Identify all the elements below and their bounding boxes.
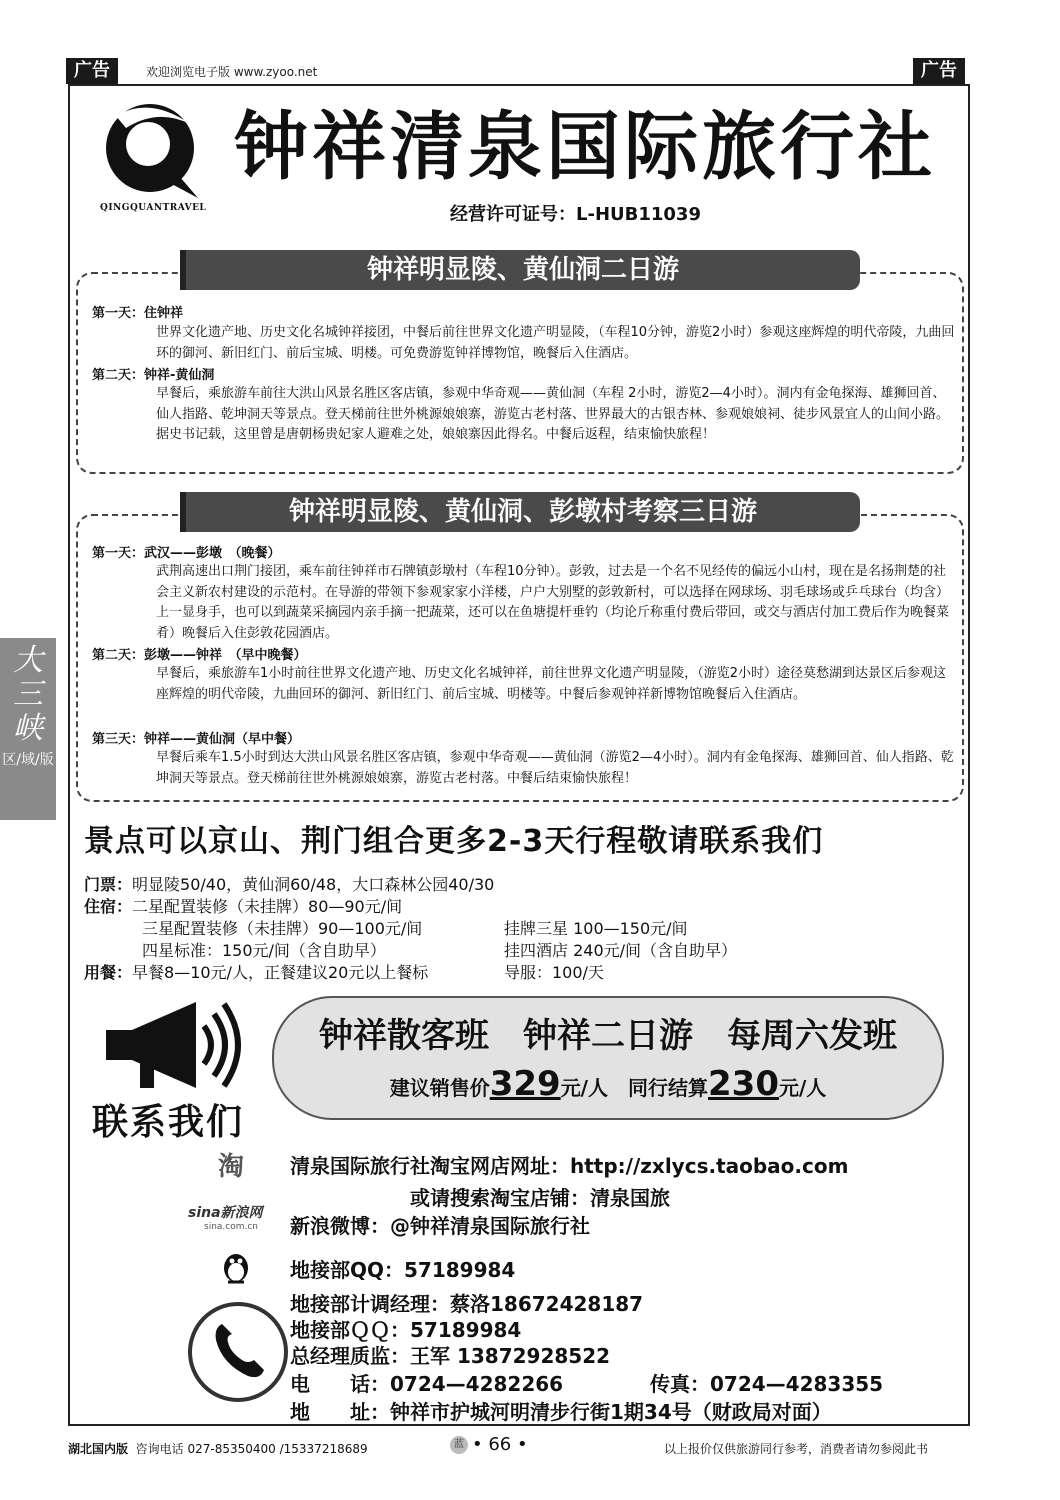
footer-left bbox=[68, 1440, 368, 1457]
meals-label: 用餐： bbox=[84, 963, 133, 982]
tour2-section bbox=[76, 514, 964, 802]
contact-tel: 电 话：0724—4282266 bbox=[290, 1372, 564, 1396]
tour1-day2-text: 早餐后，乘旅游车前往大洪山风景名胜区客店镇，参观中华奇观——黄仙洞（车程 2小时，游览2—4小时）。洞内有金龟探海、雄狮回首、仙人指路、乾坤洞天等景点。登天梯前往世外桃源娘娘寨，游览古老村落、世界最大的古银杏林、参观娘娘祠、徒步风景宜人的山间小路。据史书记载，这里曾是唐朝杨贵妃家人避难之处，娘娘寨因此得名。中餐后返程，结束愉快旅程！ bbox=[156, 386, 950, 442]
price-mid: 元/人 同行结算 bbox=[560, 1076, 708, 1100]
logo-caption: QINGQUANTRAVEL bbox=[100, 203, 207, 213]
contact-address: 地 址：钟祥市护城河明清步行街1期34号（财政局对面） bbox=[290, 1400, 832, 1424]
tour2-title: 钟祥明显陵、黄仙洞、彭墩村考察三日游 bbox=[180, 492, 860, 532]
company-logo-icon bbox=[98, 96, 210, 214]
company-name: 钟祥清泉国际旅行社 bbox=[234, 104, 936, 190]
ad-frame bbox=[68, 84, 970, 1426]
lodging-four-star: 四星标准：150元/间（含自助早） bbox=[142, 941, 386, 960]
side-tab-title: 大三峡 bbox=[13, 643, 43, 746]
promo-title: 钟祥散客班 钟祥二日游 每周六发班 bbox=[319, 1016, 897, 1056]
side-edition-tab bbox=[0, 638, 56, 820]
footer-note: 以上报价仅供旅游同行参考，消费者请勿参阅此书 bbox=[664, 1442, 929, 1456]
price-prefix: 建议销售价 bbox=[389, 1076, 490, 1100]
contact-qq-1: 地接部QQ：57189984 bbox=[290, 1258, 516, 1282]
phone-icon bbox=[188, 1302, 288, 1402]
contact-fax: 传真：0724—4283355 bbox=[650, 1372, 884, 1396]
lodging-info bbox=[84, 894, 402, 917]
tickets-info bbox=[84, 872, 494, 895]
tour1-day1-label: 第一天：住钟祥 bbox=[92, 306, 184, 321]
footer-page bbox=[450, 1434, 528, 1455]
side-tab-sub: 区/域/版 bbox=[2, 752, 54, 768]
footer-hotline: 咨询电话 027-85350400 /15337218689 bbox=[135, 1442, 368, 1456]
promo-box bbox=[272, 996, 944, 1120]
footer-edition: 湖北国内版 bbox=[68, 1442, 129, 1456]
lodging-four-star-hotel: 挂四酒店 240元/间（含自助早） bbox=[504, 941, 738, 960]
meals-value: 早餐8—10元/人，正餐建议20元以上餐标 bbox=[132, 963, 429, 982]
lodging-two-star: 二星配置装修（未挂牌）80—90元/间 bbox=[132, 897, 403, 916]
tour1-day2-label: 第二天：钟祥-黄仙洞 bbox=[92, 368, 215, 383]
guide-fee: 导服：100/天 bbox=[504, 963, 604, 982]
tour2-day2-label: 第二天：彭墩——钟祥 （早中晚餐） bbox=[92, 648, 307, 663]
taobao-url[interactable]: 清泉国际旅行社淘宝网店网址：http://zxlycs.taobao.com bbox=[290, 1154, 849, 1178]
tickets-label: 门票： bbox=[84, 875, 133, 894]
edition-badge-icon: 蓝 bbox=[450, 1436, 468, 1454]
license-number: 经营许可证号：L-HUB11039 bbox=[450, 204, 701, 225]
lodging-three-star: 三星配置装修（未挂牌）90—100元/间 bbox=[142, 919, 423, 938]
qq-penguin-icon bbox=[218, 1248, 254, 1284]
tour1-day1-text: 世界文化遗产地、历史文化名城钟祥接团，中餐后前往世界文化遗产明显陵，（车程10分钟，游览2小时）参观这座辉煌的明代帝陵，九曲回环的御河、新旧红门、前后宝城、明楼。可免费游览钟祥博物馆，晚餐后入住酒店。 bbox=[156, 325, 955, 361]
header-url-text: 欢迎浏览电子版 www.zyoo.net bbox=[146, 65, 318, 79]
lodging-three-star-licensed: 挂牌三星 100—150元/间 bbox=[504, 919, 688, 938]
retail-price: 329 bbox=[489, 1064, 561, 1104]
lodging-label: 住宿： bbox=[84, 897, 133, 916]
tour2-day3-label: 第三天：钟祥——黄仙洞（早中餐） bbox=[92, 732, 301, 747]
price-suffix: 元/人 bbox=[778, 1076, 827, 1100]
tour2-day2-text: 早餐后，乘旅游车1小时前往世界文化遗产地、历史文化名城钟祥，前往世界文化遗产明显陵，（游览2小时）途径莫愁湖到达景区后参观这座辉煌的明代帝陵，九曲回环的御河、新旧红门、前后宝城、明楼等。中餐后参观钟祥新博物馆晚餐后入住酒店。 bbox=[156, 666, 947, 702]
sina-icon-text: sina新浪网 bbox=[188, 1205, 263, 1221]
tour2-day1-text: 武荆高速出口荆门接团，乘车前往钟祥市石牌镇彭墩村（车程10分钟）。彭敦，过去是一个名不见经传的偏远小山村，现在是名扬荆楚的社会主义新农村建设的示范村。在导游的带领下参观家家小洋楼，户户大别墅的彭敦新村，可以选择在网球场、羽毛球场或乒乓球台（均含）上一显身手，也可以到蔬菜采摘园内亲手摘一把蔬菜，还可以在鱼塘提杆垂钓（均论斤称重付费后带回，或交与酒店付加工费后作为晚餐菜肴）晚餐后入住彭敦花园酒店。 bbox=[156, 564, 950, 641]
tickets-value: 明显陵50/40，黄仙洞60/48，大口森林公园40/30 bbox=[132, 875, 495, 894]
contact-qq-2: 地接部ＱＱ：57189984 bbox=[290, 1318, 522, 1342]
page-number: • 66 • bbox=[472, 1434, 528, 1455]
contact-gm: 总经理质监：王军 13872928522 bbox=[290, 1344, 611, 1368]
promo-price bbox=[274, 1064, 942, 1104]
contact-title: 联系我们 bbox=[92, 1102, 245, 1143]
ad-tag-left: 广告 bbox=[66, 58, 118, 84]
sina-icon-sub: sina.com.cn bbox=[204, 1222, 259, 1232]
tour2-day3-text: 早餐后乘车1.5小时到达大洪山风景名胜区客店镇，参观中华奇观——黄仙洞（游览2—4小时）。洞内有金龟探海、雄狮回首、仙人指路、乾坤洞天等景点。登天梯前往世外桃源娘娘寨，游览古老村落。中餐后结束愉快旅程！ bbox=[156, 750, 954, 786]
taobao-search: 或请搜索淘宝店铺：清泉国旅 bbox=[410, 1186, 670, 1210]
tour1-section bbox=[76, 272, 964, 474]
megaphone-icon bbox=[100, 996, 250, 1096]
meals-info bbox=[84, 960, 428, 983]
weibo-account: 新浪微博：@钟祥清泉国际旅行社 bbox=[290, 1214, 590, 1238]
taobao-icon bbox=[218, 1146, 258, 1182]
combo-headline: 景点可以京山、荆门组合更多2-3天行程敬请联系我们 bbox=[84, 824, 824, 859]
tour1-title: 钟祥明显陵、黄仙洞二日游 bbox=[180, 250, 860, 290]
taobao-icon-glyph: 淘 bbox=[218, 1152, 245, 1182]
sina-icon bbox=[188, 1202, 288, 1238]
tour2-day1-label: 第一天：武汉——彭墩 （晚餐） bbox=[92, 546, 281, 561]
trade-price: 230 bbox=[708, 1064, 779, 1104]
contact-manager: 地接部计调经理：蔡洛18672428187 bbox=[290, 1292, 644, 1316]
ad-tag-right: 广告 bbox=[913, 58, 965, 84]
